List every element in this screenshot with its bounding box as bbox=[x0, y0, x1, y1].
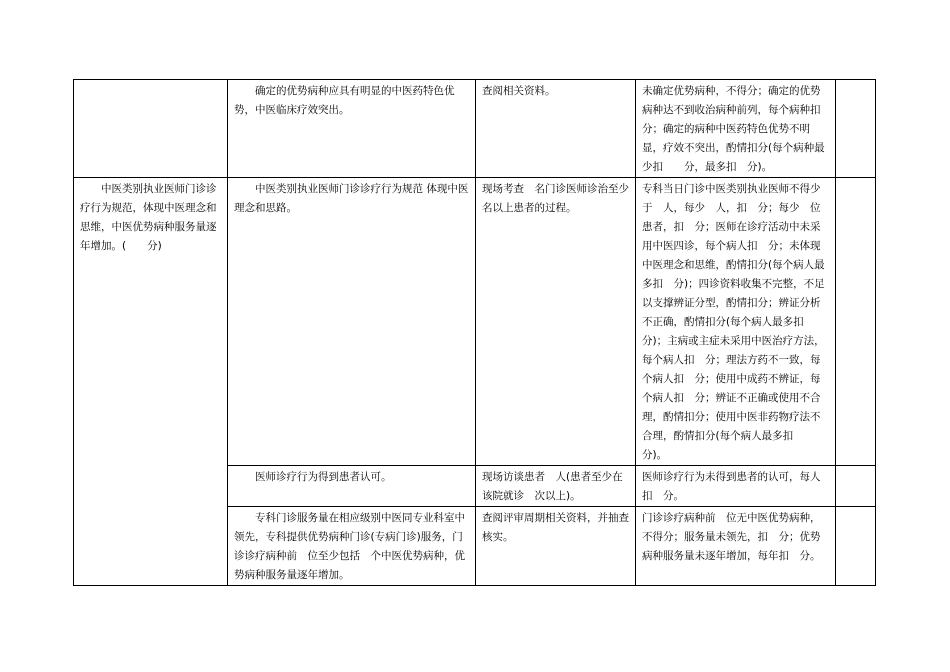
content-cell: 中医类别执业医师门诊诊疗行为规范 体现中医理念和思路。 bbox=[228, 178, 476, 466]
standard-cell: 医师诊疗行为未得到患者的认可，每人扣 分。 bbox=[636, 466, 836, 507]
table-row bbox=[74, 178, 876, 466]
category-cell: 中医类别执业医师门诊诊疗行为规范，体现中医理念和思维，中医优势病种服务量逐年增加。( 分) bbox=[74, 178, 228, 586]
score-cell bbox=[836, 178, 876, 466]
standard-cell: 门诊诊疗病种前 位无中医优势病种，不得分；服务量未领先，扣 分；优势病种服务量未逐年增加，每年扣 分。 bbox=[636, 507, 836, 586]
evaluation-table bbox=[73, 79, 876, 586]
table-row bbox=[74, 80, 876, 178]
standard-cell: 专科当日门诊中医类别执业医师不得少于 人，每少 人，扣 分；每少 位患者，扣 分；医师在诊疗活动中未采用中医四诊，每个病人扣 分；未体现中医理念和思维，酌情扣分(每个病人最多扣 分)；四诊资料收集不完整，不足以支撑辨证分型，酌情扣分；辨证分析不正确，酌情扣分(每个病人最多扣 分)；主病或主症未采用中医治疗方法，每个病人扣 分；理法方药不一致，每个病人扣 分；使用中成药不辨证，每个病人扣 分；辨证不正确或使用不合理，酌情扣分；使用中医非药物疗法不合理，酌情扣分(每个病人最多扣 分)。 bbox=[636, 178, 836, 466]
content-cell: 专科门诊服务量在相应级别中医同专业科室中领先，专科提供优势病种门诊(专病门诊)服务，门诊诊疗病种前 位至少包括 个中医优势病种，优势病种服务量逐年增加。 bbox=[228, 507, 476, 586]
standard-cell: 未确定优势病种，不得分；确定的优势病种达不到收治病种前列，每个病种扣 分；确定的病种中医药特色优势不明显，疗效不突出，酌情扣分(每个病种最少扣 分，最多扣 分)。 bbox=[636, 80, 836, 178]
category-cell bbox=[74, 80, 228, 178]
score-cell bbox=[836, 80, 876, 178]
content-cell: 确定的优势病种应具有明显的中医药特色优势，中医临床疗效突出。 bbox=[228, 80, 476, 178]
method-cell: 现场考查 名门诊医师诊治至少 名以上患者的过程。 bbox=[476, 178, 636, 466]
score-cell bbox=[836, 466, 876, 507]
content-cell: 医师诊疗行为得到患者认可。 bbox=[228, 466, 476, 507]
method-cell: 查阅评审周期相关资料，并抽查核实。 bbox=[476, 507, 636, 586]
method-cell: 现场访谈患者 人(患者至少在该院就诊 次以上)。 bbox=[476, 466, 636, 507]
score-cell bbox=[836, 507, 876, 586]
method-cell: 查阅相关资料。 bbox=[476, 80, 636, 178]
